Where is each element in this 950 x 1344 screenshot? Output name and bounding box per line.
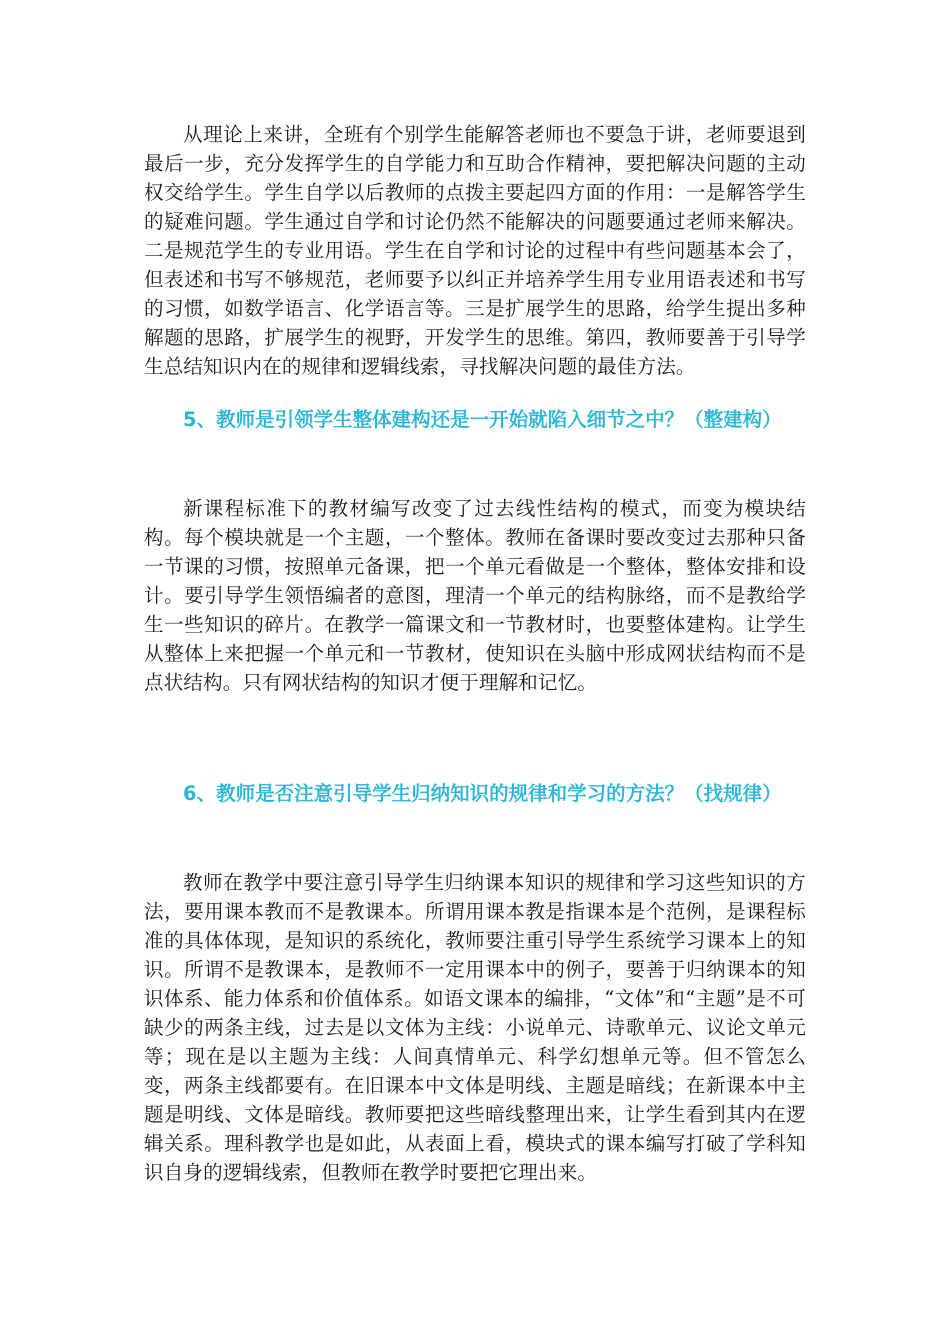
body-paragraph: 从理论上来讲，全班有个别学生能解答老师也不要急于讲，老师要退到最后一步，充分发挥学生的自学能力和互助合作精神，要把解决问题的主动权交给学生。学生自学以后教师的点拨主要起四方面的作用：一是解答学生的疑难问题。学生通过自学和讨论仍然不能解决的问题要通过老师来解决。二是规范学生的专业用语。学生在自学和讨论的过程中有些问题基本会了，但表述和书写不够规范，老师要予以纠正并培养学生用专业用语表述和书写的习惯，如数学语言、化学语言等。三是扩展学生的思路，给学生提出多种解题的思路，扩展学生的视野，开发学生的思维。第四，教师要善于引导学生总结知识内在的规律和逻辑线索，寻找解决问题的最佳方法。 [144,123,806,378]
section-heading-6: 6、教师是否注意引导学生归纳知识的规律和学习的方法？（找规律） [183,782,782,805]
body-paragraph: 教师在教学中要注意引导学生归纳课本知识的规律和学习这些知识的方法，要用课本教而不是教课本。所谓用课本教是指课本是个范例，是课程标准的具体体现，是知识的系统化，教师要注重引导学生系统学习课本上的知识。所谓不是教课本，是教师不一定用课本中的例子，要善于归纳课本的知识体系、能力体系和价值体系。如语文课本的编排，“文体”和“主题”是不可缺少的两条主线，过去是以文体为主线：小说单元、诗歌单元、议论文单元等；现在是以主题为主线：人间真情单元、科学幻想单元等。但不管怎么变，两条主线都要有。在旧课本中文体是明线、主题是暗线；在新课本中主题是明线、文体是暗线。教师要把这些暗线整理出来，让学生看到其内在逻辑关系。理科教学也是如此，从表面上看，模块式的课本编写打破了学科知识自身的逻辑线索，但教师在教学时要把它理出来。 [144,871,806,1184]
document-page [144,120,806,1187]
body-paragraph: 新课程标准下的教材编写改变了过去线性结构的模式，而变为模块结构。每个模块就是一个主题，一个整体。教师在备课时要改变过去那种只备一节课的习惯，按照单元备课，把一个单元看做是一个整体，整体安排和设计。要引导学生领悟编者的意图，理清一个单元的结构脉络，而不是教给学生一些知识的碎片。在教学一篇课文和一节教材时，也要整体建构。让学生从整体上来把握一个单元和一节教材，使知识在头脑中形成网状结构而不是点状结构。只有网状结构的知识才便于理解和记忆。 [144,497,806,694]
section-heading-5: 5、教师是引领学生整体建构还是一开始就陷入细节之中？（整建构） [183,408,782,431]
